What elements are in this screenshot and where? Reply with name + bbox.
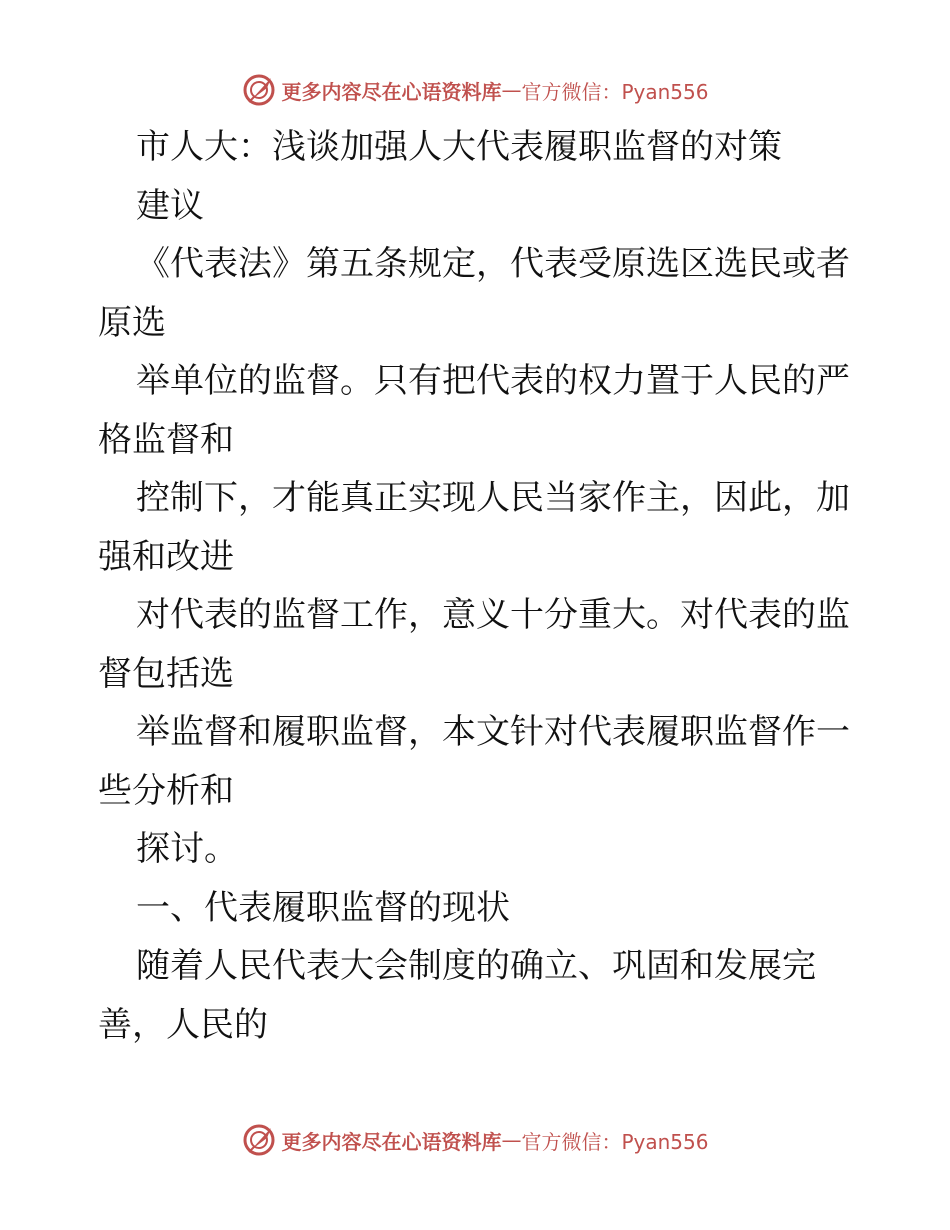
paragraph-line: 格监督和 [98,419,234,460]
paragraph-line: 举监督和履职监督，本文针对代表履职监督作一 [136,712,850,752]
banner-main-text: 更多内容尽在心语资料库 [281,79,502,104]
banner-wechat-text: 官方微信：Pyan556 [521,79,709,104]
paragraph-line: 些分析和 [98,770,234,811]
banner-dash: — [501,78,522,102]
paragraph-line: 随着人民代表大会制度的确立、巩固和发展完 [136,946,816,986]
paragraph-line: 探讨。 [136,829,238,869]
header-banner [0,68,950,112]
paragraph-line: 督包括选 [98,653,234,694]
banner-main-text: 更多内容尽在心语资料库 [281,1129,502,1154]
quill-logo-icon [241,72,277,108]
paragraph-line: 举单位的监督。只有把代表的权力置于人民的严 [136,361,850,401]
document-title-cont: 建议 [136,185,204,226]
paragraph-line: 对代表的监督工作，意义十分重大。对代表的监 [136,595,850,635]
paragraph-line: 强和改进 [98,536,234,577]
paragraph-line: 善，人民的 [98,1004,268,1045]
paragraph-line: 《代表法》第五条规定，代表受原选区选民或者 [136,244,850,284]
document-body [98,118,858,1054]
banner-dash: — [501,1128,522,1152]
document-title: 市人大：浅谈加强人大代表履职监督的对策 [136,127,782,167]
footer-banner [0,1118,950,1162]
banner-wechat-text: 官方微信：Pyan556 [521,1129,709,1154]
paragraph-line: 原选 [98,302,166,343]
paragraph-line: 控制下，才能真正实现人民当家作主，因此，加 [136,478,850,518]
section-heading: 一、代表履职监督的现状 [136,887,510,928]
quill-logo-icon [241,1122,277,1158]
